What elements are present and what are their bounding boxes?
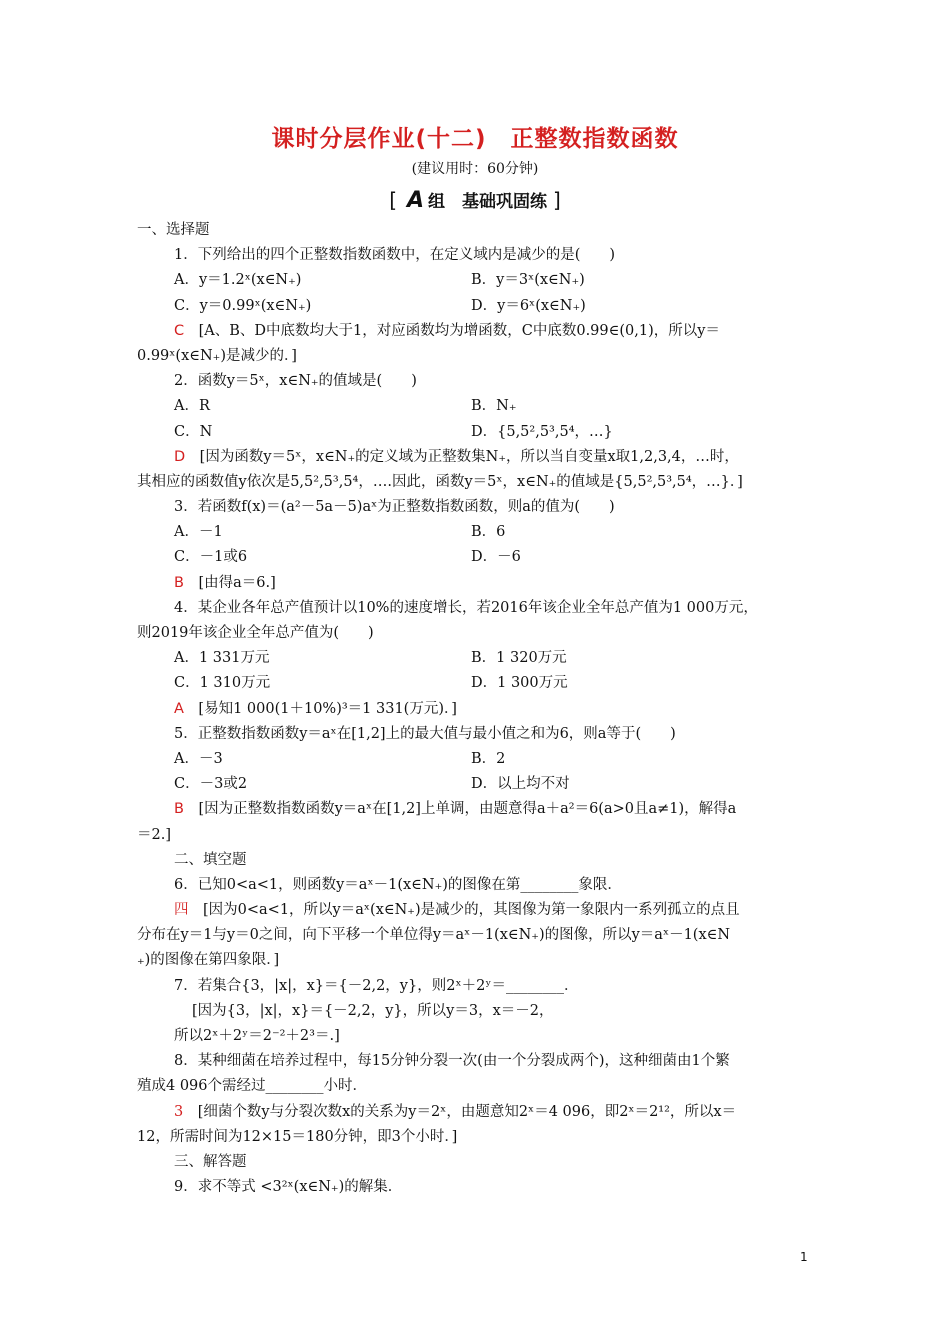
question-6-stem: 6．已知0<a<1，则函数y＝aˣ－1(x∈N₊)的图像在第________象限．	[174, 876, 622, 893]
question-8-stem-continuation: 殖成4 096个需经过________小时．	[137, 1078, 368, 1095]
explanation-continuation: 分布在y＝1与y＝0之间，向下平移一个单位得y＝aˣ－1(x∈N₊)的图像，所以y＝aˣ－1(x∈N	[137, 927, 731, 944]
page-number: 1	[800, 1250, 808, 1264]
group-heading	[0, 187, 950, 213]
option-c: C．N	[174, 423, 213, 440]
option-d: D．1 300万元	[471, 675, 568, 692]
question-4-stem-continuation: 则2019年该企业全年总产值为( )	[137, 625, 374, 641]
answer-label: A	[174, 700, 184, 717]
question-1-options-row1	[137, 268, 817, 293]
explanation-continuation: ＝2.]	[137, 826, 171, 843]
option-a: A．－3	[174, 750, 223, 767]
option-b: B．N₊	[471, 398, 517, 415]
explanation-continuation: ₊)的图像在第四象限．]	[137, 952, 280, 969]
question-4-explanation	[137, 697, 817, 722]
explanation-continuation: 0.99ˣ(x∈N₊)是减少的．]	[137, 347, 297, 364]
option-d: D．y＝6ˣ(x∈N₊)	[471, 297, 586, 314]
bracket-right: ]	[552, 188, 561, 212]
option-d: D．－6	[471, 549, 521, 566]
question-3-options-row2	[137, 545, 817, 570]
answer-label: 四	[174, 902, 189, 919]
question-7-stem: 7．若集合{3，|x|，x}＝{－2,2，y}，则2ˣ＋2ʸ＝________．	[174, 977, 579, 994]
question-4-stem: 4．某企业各年总产值预计以10%的速度增长，若2016年该企业全年总产值为1 000万元，	[174, 599, 758, 616]
option-b: B．1 320万元	[471, 650, 567, 667]
question-5-options-row1	[137, 747, 817, 772]
option-b: B．y＝3ˣ(x∈N₊)	[471, 272, 585, 289]
explanation-text: [A、B、D中底数均大于1，对应函数均为增函数，C中底数0.99∈(0,1)，所以y＝	[198, 322, 720, 339]
explanation-text: [由得a＝6.]	[198, 574, 276, 591]
option-d: D．以上均不对	[471, 776, 570, 793]
answer-label: B	[174, 574, 184, 591]
answer-label: 3	[174, 1103, 184, 1120]
question-8-explanation	[137, 1100, 817, 1125]
exercise-content	[137, 218, 817, 1200]
bracket-left: [	[389, 188, 398, 212]
option-b: B．6	[471, 524, 506, 541]
page-title: 课时分层作业(十二) 正整数指数函数	[271, 126, 679, 152]
question-5-options-row2	[137, 772, 817, 797]
question-8-stem: 8．某种细菌在培养过程中，每15分钟分裂一次(由一个分裂成两个)，这种细菌由1个繁	[174, 1053, 730, 1070]
option-a: A．－1	[174, 524, 223, 541]
option-a: A．y＝1.2ˣ(x∈N₊)	[174, 272, 302, 289]
explanation-continuation: 其相应的函数值y依次是5,5²,5³,5⁴，….因此，函数y＝5ˣ，x∈N₊的值域是{5,5²,5³,5⁴，…}．]	[137, 473, 743, 490]
answer-label: D	[174, 448, 186, 465]
option-d: D．{5,5²,5³,5⁴，…}	[471, 423, 613, 440]
section-heading: 二、填空题	[174, 851, 247, 868]
question-1-options-row2	[137, 294, 817, 319]
group-letter: A	[407, 188, 425, 213]
explanation-text: [细菌个数y与分裂次数x的关系为y＝2ˣ，由题意知2ˣ＝4 096，即2ˣ＝2¹²，所以x＝	[197, 1103, 737, 1120]
explanation-text: [因为函数y＝5ˣ，x∈N₊的定义域为正整数集N₊，所以当自变量x取1,2,3,4，…时，	[199, 448, 739, 465]
explanation-text: [因为正整数指数函数y＝aˣ在[1,2]上单调，由题意得a＋a²＝6(a>0且a≠1)，解得a	[198, 801, 737, 818]
question-6-explanation	[137, 898, 817, 923]
question-3-options-row1	[137, 520, 817, 545]
answer-label: C	[174, 322, 185, 339]
question-7-explanation: [因为{3，|x|，x}＝{－2,2，y}，所以y＝3，x＝－2，	[192, 1002, 554, 1019]
question-2-stem: 2．函数y＝5ˣ，x∈N₊的值域是( )	[174, 373, 417, 390]
question-2-options-row1	[137, 394, 817, 419]
option-a: A．1 331万元	[174, 650, 270, 667]
question-5-stem: 5．正整数指数函数y＝aˣ在[1,2]上的最大值与最小值之和为6，则a等于( )	[174, 725, 676, 742]
explanation-text: [因为0<a<1，所以y＝aˣ(x∈N₊)是减少的，其图像为第一象限内一系列孤立的点且	[203, 902, 740, 919]
option-a: A．R	[174, 398, 210, 415]
answer-label: B	[174, 801, 184, 818]
section-heading: 三、解答题	[174, 1153, 247, 1170]
option-c: C．y＝0.99ˣ(x∈N₊)	[174, 297, 312, 314]
option-c: C．－1或6	[174, 549, 248, 566]
question-3-explanation	[137, 571, 817, 596]
question-2-options-row2	[137, 420, 817, 445]
section-heading: 一、选择题	[137, 222, 210, 238]
explanation-text: [易知1 000(1＋10%)³＝1 331(万元)．]	[198, 700, 457, 717]
question-4-options-row2	[137, 671, 817, 696]
question-1-explanation	[137, 319, 817, 344]
group-label: 组 基础巩固练	[428, 192, 548, 212]
option-c: C．－3或2	[174, 776, 248, 793]
question-5-explanation	[137, 797, 817, 822]
option-b: B．2	[471, 750, 506, 767]
question-4-options-row1	[137, 646, 817, 671]
suggested-time: (建议用时：60分钟)	[411, 161, 539, 177]
question-9-stem: 9．求不等式 <3²ˣ(x∈N₊)的解集．	[174, 1179, 403, 1196]
option-c: C．1 310万元	[174, 675, 271, 692]
explanation-continuation: 12，所需时间为12×15＝180分钟，即3个小时．]	[137, 1128, 458, 1145]
question-2-explanation	[137, 445, 817, 470]
explanation-continuation: 所以2ˣ＋2ʸ＝2⁻²＋2³＝.]	[174, 1028, 340, 1044]
question-1-stem: 1．下列给出的四个正整数指数函数中，在定义域内是减少的是( )	[174, 247, 616, 264]
question-3-stem: 3．若函数f(x)＝(a²－5a－5)aˣ为正整数指数函数，则a的值为( )	[174, 499, 615, 516]
